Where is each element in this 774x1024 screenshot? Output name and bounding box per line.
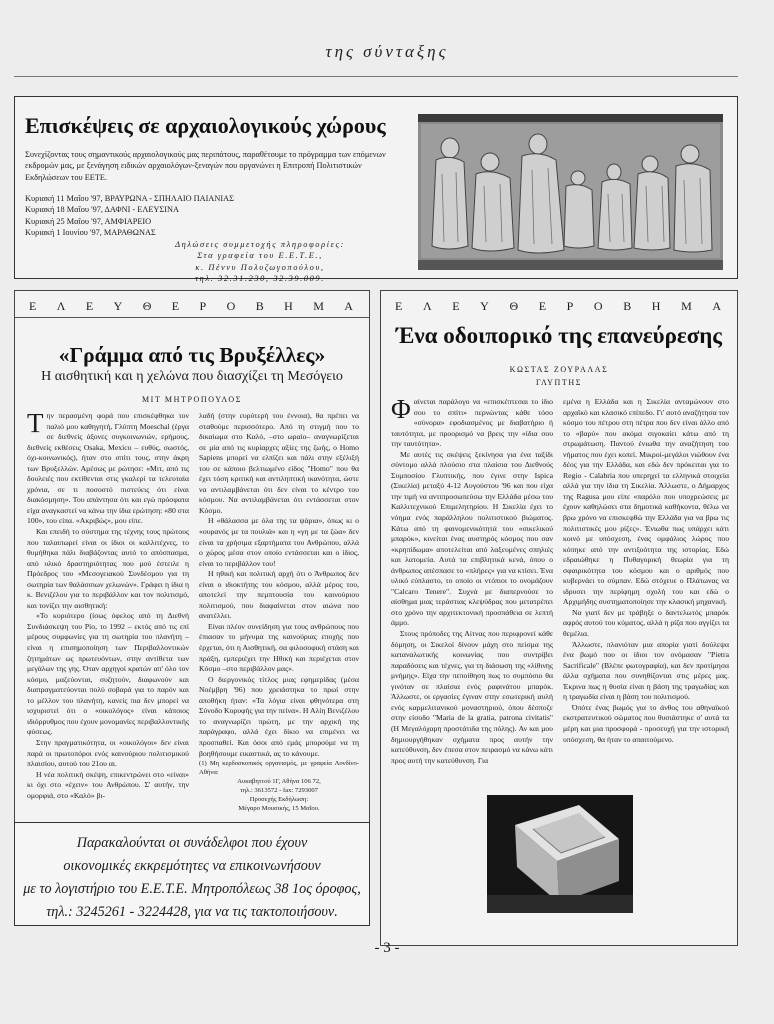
paragraph xyxy=(391,397,553,450)
visits-info xyxy=(115,239,405,285)
header-rule xyxy=(14,76,738,77)
kicker-letter: Η xyxy=(651,299,663,313)
paragraph: Όπότε ένας βωμός για το άνθος του αθηναϊκού εκστρατευτικού σώματος που θυσιάστηκε σ' αυτά τα μέρη και μια προσφορά - προσευχή για την ιστορική υπόσχεση, θα ήταν το απαιτούμενο. xyxy=(563,702,729,744)
altar-sculpture-photo xyxy=(487,795,633,913)
notice-line: με το λογιστήριο του Ε.Ε.Τ.Ε. Μητροπόλεως 38 1ος όροφος, xyxy=(23,881,361,897)
article-kicker xyxy=(381,299,737,314)
kicker-letter: Ε xyxy=(85,299,96,313)
visits-title: Επισκέψεις σε αρχαιολογικούς χώρους xyxy=(25,113,386,138)
paragraph: Με αυτές τις σκέψεις ξεκίνησα για ένα ταξίδι σύντομο αλλά πλούσιο στα πλαίσια του Διεθνούς Συμποσίου Γλυπτικής, που έγινε στην Ispica (Σικελία) μεταξύ 4-12 Αυγούστου '96 και που είχα την τιμή να αντιπροσωπεύσω την Ελλάδα μέσω του Καλλιτεχνικού Επιμελητηρίου. Η Σικελία έχει το νόημα ενός παράλληλου πολιτιστικού βιώματος. Κάτω από τη φαινομενικότητά του «σικελικού μπαρόκ», κινείται ένας αυστηρός κόσμος που σαν «κρηπίδωμα» αποτελείται από λαξευμένες σπηλιές και λατομεία. Αυτά τα επιβλητικά κενά, όπου ο άνθρωπος απέσπασε το «πλήρες» για να κτίσει. Ένα υλικό εύπλαστο, το οποίο οι ντόπιοι το ονομάζουν "Calcaro Tenere". Συχνά με διαπερνούσε το αίσθημα μιας τεράστιας κλεψύδρας που μετατρέπει στο χρόνο την αρχιτεκτονική προσπάθεια σε λεπτή άμμο. xyxy=(391,449,553,628)
notice-line: οικονομικές εκκρεμότητες να επικοινωνήσουν xyxy=(63,858,321,874)
kicker-letter: Θ xyxy=(509,299,521,313)
article-column-2 xyxy=(199,411,359,851)
kicker-letter: Ο xyxy=(593,299,605,313)
running-head: της σύνταξης xyxy=(325,42,449,61)
kicker-letter: Λ xyxy=(56,299,68,313)
info-line: κ. Πέννυ Πολυζωγοπούλου, xyxy=(195,262,325,272)
article-column-1 xyxy=(391,397,553,787)
paragraph: εμένα η Ελλάδα και η Σικελία ανταμώνουν στο αρχαϊκό και κλασικό επίπεδο. Γι' αυτό αναζήτησα τον κόσμο του πέτρου στη πέτρα που δεν είναι άλλο από το «βαρύ» που ακόμα σιγοκαίει κάτω από τη στρωμάτωση. Παντού ένιωθα την αναζήτηση του νήματος που έχει κοπεί. Μικροί-μεγάλοι νιώθουν ένα δέος για την Ελλάδα, και εδώ δεν πρόκειται για το Regio - Calabria που υπερηχεί τα ελληνικά στοιχεία αλλά για την ίδια τη Σικελία. Άλλωστε, ο Δήμαρχος της Ragusa μου είπε «παρόλο που υποχρεώσεις με έχουν καθηλώσει στα δημοτικά καθήκοντα, θέλω να βρω χρόνο να επισκεφθώ την Ελλάδα για να βρω τις πολιτιστικές μου ρίζες». Ένιωθα πως υπάρχει κάτι κοινό με υπόσχεση, ένας ομφάλιος λώρος που κόπηκε από την αντιξοότητα της ιστορίας. Εδώ εδραιώθηκε η Πυθαγορική θεωρία για τη σφαιρικότητα του κόσμου και ο αριθμός που κυβερνάει το σύμπαν. Εδώ στόχευε ο Πλάτωνας να ιδρυσει την περίφημη σχολή του και εδώ ο Αρχιμήδης συστηματοποίησε την κλασική μηχανική. xyxy=(563,397,729,607)
trip-item: Κυριακή 25 Μαΐου '97, ΑΜΦΙΑΡΕΙΟ xyxy=(25,216,152,226)
footnote: (1) Μη κερδοσκοπικός οργανισμός, με γραφεία Λονδίνο-Αθήνα: xyxy=(199,760,359,777)
kicker-letter: Ο xyxy=(226,299,238,313)
kicker-letter: Ε xyxy=(29,299,39,313)
article-column-2 xyxy=(563,397,729,787)
author-role: ΓΛΥΠΤΗΣ xyxy=(535,378,583,387)
visits-trip-list xyxy=(25,193,405,238)
kicker-letter: Α xyxy=(344,299,355,313)
address-line: Αυκαβηττού 1Γ, Αθήνα 106 72, xyxy=(237,778,321,786)
kicker-letter: Ε xyxy=(395,299,405,313)
kicker-letter: Ε xyxy=(452,299,462,313)
visits-intro: Συνεχίζοντας τους σημαντικούς αρχαιολογικούς μας περιπάτους, παραθέτουμε το πρόγραμμα των επόμενων εκδρομών μας, με ξενάγηση ειδικών αρχαιολόγων-ξεναγών που οργανώνει η Επιτροπή Πολιτιστικών Εκδηλώσεων του ΕΕΤΕ. xyxy=(25,150,386,182)
kicker-letter: Β xyxy=(255,299,266,313)
kicker-letter: Μ xyxy=(681,299,694,313)
kicker-letter: Υ xyxy=(480,299,491,313)
info-line: τηλ. 32.31.230, 32.39.009. xyxy=(195,274,325,284)
paragraph: Η ηθική και πολιτική αρχή ότι ο Άνθρωπος δεν είναι ο ιδιοκτήτης του κόσμου, αλλά μέρος του, αποτελεί την πεμπτουσία του καινούριου πολιτισμού, που διαφαίνεται στον αιώνα που ανατέλλει. xyxy=(199,569,359,621)
info-line: Δηλώσεις συμμετοχής πληροφορίες: xyxy=(175,240,345,249)
paragraph-text: ην περασμένη φορά που επισκέφθηκα τον παλιό μου καθηγητή, Γλύπτη Moeschal (έργα σε διεθνείς άξονες συγκοινωνιών, ερήμους, διεθνείς εκθέσεις Osaka, Mexico – ευθύς, σωστός, όχι-κοινωνικός), ήταν στο σπίτι τους, στην άκρη των Βρυξελλών. Αμέσως με ρώτησε: «Μιτ, από τις δουλειές που εκτίθενται στις γκαλερί τα τελευταία χρόνια, σε τι ποσοστό πιστεύεις ότι είναι διακόσμηση». Του απάντησα ότι και εγώ πρόσφατα είχα αναγκαστεί να κάνω την ίδια ερώτηση: «80 στα 100», του είπα. «Ακριβώς», μου είπε. xyxy=(27,411,189,526)
kicker-letter: Η xyxy=(284,299,295,313)
drop-cap: Τ xyxy=(27,411,44,438)
paragraph: «Το κυριότερο (ίσως όφελος από τη Διεθνή Συνδιάσκεψη του Ρίο, το 1992 – εκτός από τις επί μέρους συμφωνίες για τη σωτηρία του πλανήτη – είναι η επισημοποίηση των Περιβαλλοντικών ζητημάτων ως πρωτευόντων, στην αντίθετα των μεγάλων της γης. Όταν αρχηγοί κρατών απ' όλο τον κόσμο, μαζεύονται, συζητούν, διαφωνούν και διαπραγματεύονται πολύ σοβαρά για το παρόν και το μέλλον του πλανήτη, κανείς πια δεν μπορεί να ισχυριστεί ότι ο «οικολόγος» είναι κάποιος ιδιόρρυθμος που έχουν μονομανίες περιβαλλοντικής φύσεως. xyxy=(27,611,189,737)
article-kicker xyxy=(15,299,369,314)
address-line: Μέγαρο Μουσικής, 15 Μαΐου. xyxy=(238,805,320,813)
kicker-letter: Ε xyxy=(171,299,182,313)
address-line: Προσεχής Εκδήλωση: xyxy=(249,796,309,804)
kicker-rule xyxy=(15,317,369,318)
trip-item: Κυριακή 1 Ιουνίου '97, ΜΑΡΑΘΩΝΑΣ xyxy=(25,227,156,237)
paragraph: Η νέα πολιτική σκέψη, επικεντρώνει στο «είναι» κι όχι στο «έχειν» του Ανθρώπου. Σ' αυτήν, την ομορφιά, στο «Καλό» βι- xyxy=(27,769,189,800)
paragraph: Είναι πλέον συνείδηση για τους ανθρώπους που έπιασαν το μήνυμα της καινούριας εποχής που έρχεται, ότι η Αισθητική, σα φιλοσοφική στάση και πράξη, εμπεριέχει την Ηθική και περιέχεται στον Κόσμο –στο περιβάλλον μας». xyxy=(199,621,359,674)
paragraph: Να γιατί δεν με τράβηξε ο δαντελωτός μπαρόκ αφρός αυτού του κύματος, αλλά η ρίζα που αγγίζει τα θεμέλια. xyxy=(563,607,729,639)
article-title: «Γράμμα από τις Βρυξέλλες» xyxy=(58,343,326,367)
paragraph: Άλλωστε, πλανιόταν μια απορία γιατί δούλεψα ένα βωμό που οι ίδιοι τον ονόμασαν "Pietra Sacrificale" (Βλέπε φωτογραφία), και δεν προτίμησα άλλα σχήματα που συνηθίζονται στις μέρες μας. Έκρινα πως η θυσία είναι η βάση της τραγωδίας και η τραγωδία είναι η βάση του πολιτισμού. xyxy=(563,639,729,702)
relief-sculpture-photo xyxy=(418,114,723,270)
kicker-letter: Ε xyxy=(538,299,549,313)
paragraph: Και επειδή το σύστημα της τέχνης τους πρώτους που ταλαιπωρεί είναι οι ίδιοι οι καλλιτέχνες, το θυμήθηκα πάλι διαβάζοντας αυτό το απόσπασμα, από υλικό δραστηριότητας που μού έστειλε η Πρόεδρος του «Μεσογειακού Συνδέσμου για τη σωτηρία των θαλάσσιων χελωνών». Γράφει η ίδια η κ. Βενιζέλου για το περιβάλλον και τον πολιτισμό, και τονίζει την αισθητική: xyxy=(27,527,189,610)
kicker-letter: Α xyxy=(712,299,723,313)
paragraph-text: αίνεται παράλογο να «επισκέπτεσαι το ίδιο σου το σπίτι» περνώντας κάθε τόσο «σύνορα» εφοδιασμένος με διαβατήριο ή ταυτότητα, με προορισμό να βρεις την «ίδια σου την ταυτότητα». xyxy=(391,397,553,449)
paragraph: Ο διεργονικός τίτλος μιας εφημερίδας (μέσα Νοέμβρη '96) που χρειάστηκα το πρωί στην αποθήκη ήταν: «Τα λόγια είναι φθηνότερα στη Σύνοδο Κορυφής για την πείνα». Η Αλίη Βενιζέλου το αναγνωρίζει πρώτη, με την αρχική της παράγραφο, αλλά έχει δίκιο να επιμένει να προσπαθεί. Και όσοι από εμάς μπορούμε να τη βοηθήσουμε εικαστικά, ας το κάνουμε. xyxy=(199,674,359,758)
paragraph: Στην πραγματικότητα, οι «οικολόγοι» δεν είναι παρά οι πρωτοπόροι ενός καινούριου πολιτισμικού πλαισίου, αυτού του 21ου αι. xyxy=(27,737,189,769)
article-author: ΚΩΣΤΑΣ ΖΟΥΡΑΛΑΣ xyxy=(509,365,609,374)
article-author: ΜΙΤ ΜΗΤΡΟΠΟΥΛΟΣ xyxy=(141,395,243,404)
drop-cap: Φ xyxy=(391,397,411,424)
paragraph: Η «θάλασσα με όλα της τα ψάρια», όπως κι ο «ουρανός με τα πουλιά» και η «γη με τα ζώα» δεν είναι τα χρήσιμα εξαρτήματα του Ανθρώπου, αλλά ο χώρος μέσα στον οποίο εντάσσεται και ο ίδιος, είναι το περιβάλλον του! xyxy=(199,516,359,568)
article-column-1 xyxy=(27,411,189,851)
page-number: - 3 - xyxy=(374,940,400,956)
kicker-letter: Ρ xyxy=(566,299,576,313)
address-line: τηλ.: 3613572 - fax: 7293007 xyxy=(240,787,318,795)
kicker-letter: Μ xyxy=(313,299,326,313)
members-notice-box xyxy=(14,822,370,926)
article-subtitle: Η αισθητική και η χελώνα που διασχίζει τη Μεσόγειο xyxy=(41,369,343,384)
left-article xyxy=(14,290,370,846)
notice-line: τηλ.: 3245261 - 3224428, για να τις τακτοποιήσουν. xyxy=(46,904,338,920)
kicker-letter: Λ xyxy=(422,299,434,313)
paragraph xyxy=(27,411,189,527)
paragraph: λαδή (στην ευρύτερή του έννοια), θα πρέπει να σταθούμε περισσότερο. Από τη στιγμή που το δικαίωμα στο Καλό, –στο ωραίο– αναγνωρίζεται σε μία από τις κυρίαρχες αξίες της ζωής, ο Homo Sapiens μπορεί να ελπίζει και πάλι στην εξέλιξή του σε κάποιο βελτιωμένο είδος "Homo" που θα έχει τόση κριτική και αντιληπτική ικανότητα, ώστε να αντιλαμβάνεται ότι δεν είναι το κέντρο του κόσμου. Να αντιλαμβάνεται ότι εντάσσεται στον Κόσμο. xyxy=(199,411,359,515)
right-article xyxy=(380,290,738,946)
article-byline xyxy=(381,363,737,389)
info-line: Στα γραφεία του Ε.Ε.Τ.Ε., xyxy=(197,251,323,261)
kicker-letter: Υ xyxy=(113,299,125,313)
paragraph: Στους πρόποδες της Αίτνας που περιφρονεί κάθε δόμηση, οι Σικελοί δίνουν μάχη στο πείσμα της καταναλωτικής κοινωνίας που συντρίβει παραδόσεις και τέχνες, για τη διάσωση της «λίθινης μνήμης». Είχα την πεποίθηση πως το συμπόσιο θα γινόταν σε πλαίσια ενός ραφινάτου μπαρόκ. Άλλωστε, οι εργασίες έγιναν στην εσωτερική αυλή ενός καρμελιτανικού μοναστηριού, όπου δέσποζε στην είσοδο "Maria de la gratia, patrona civitatis" (Η Μεγαλόχαρη προστάτιδα της πόλης). Αν και μου δημιουργήθηκαν σχήματα προς αυτήν την κατεύθυνση, δεν έπεσα στον πειρασμό να κάνω κάτι προς αυτή την κατεύθυνση. Για xyxy=(391,629,553,765)
article-title: Ένα οδοιπορικό της επανεύρεσης xyxy=(395,323,723,348)
kicker-letter: Θ xyxy=(142,299,154,313)
trip-item: Κυριακή 11 Μαΐου '97, ΒΡΑΥΡΩΝΑ - ΣΠΗΛΑΙΟ ΠΑΙΑΝΙΑΣ xyxy=(25,194,235,203)
notice-line: Παρακαλούνται οι συνάδελφοι που έχουν xyxy=(76,835,308,851)
visits-box xyxy=(14,96,738,284)
kicker-letter: Ρ xyxy=(199,299,209,313)
kicker-letter: Β xyxy=(623,299,634,313)
trip-item: Κυριακή 18 Μαΐου '97, ΔΑΦΝΙ - ΕΛΕΥΣΙΝΑ xyxy=(25,205,179,215)
